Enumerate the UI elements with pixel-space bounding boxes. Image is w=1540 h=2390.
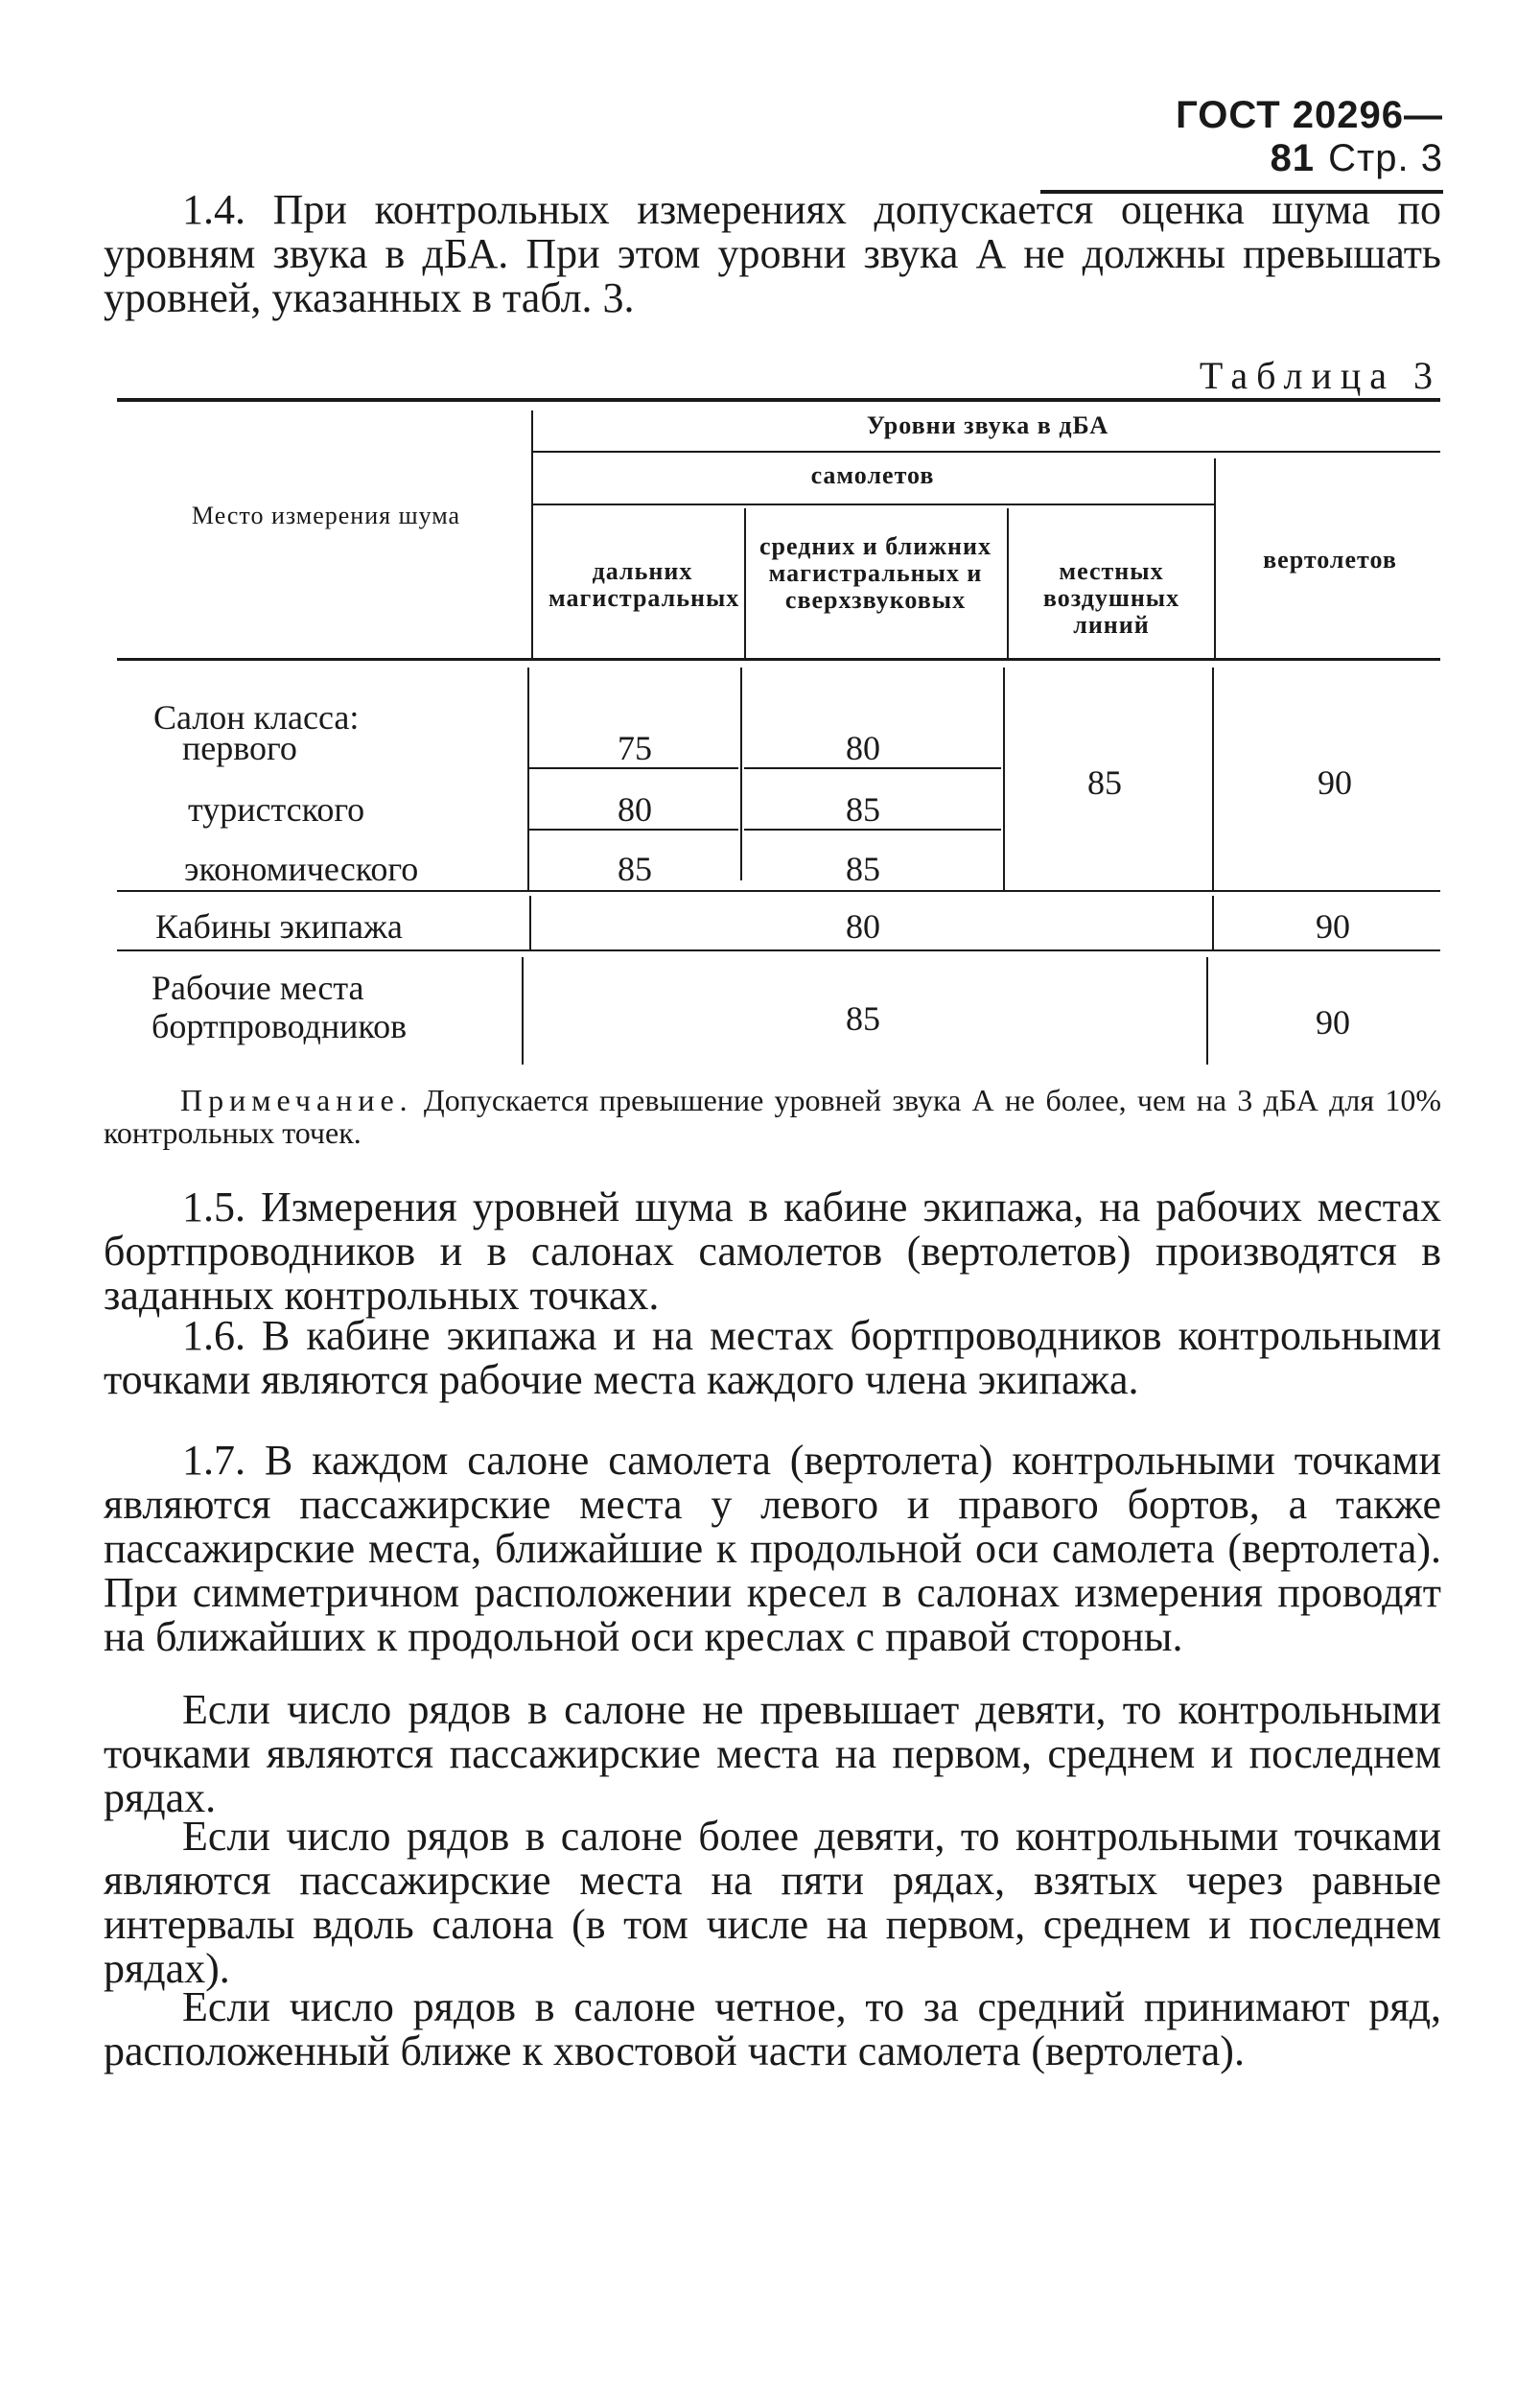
- header-mid-short: средних и ближних магистральных и сверхзвуковых: [758, 532, 992, 614]
- label-first-class: первого: [182, 729, 297, 767]
- value-crew-planes: 80: [846, 907, 880, 946]
- page-number: Стр. 3: [1328, 137, 1443, 179]
- value-economy-long: 85: [618, 850, 652, 888]
- vline-place-attendants: [522, 957, 524, 1065]
- vline-place-header: [531, 410, 533, 658]
- value-salon-local: 85: [1087, 763, 1122, 802]
- vline-mid-header: [1007, 508, 1009, 658]
- value-salon-helicopters: 90: [1318, 763, 1352, 802]
- vline-local-salon: [1212, 668, 1214, 890]
- value-tourist-mid: 85: [846, 790, 880, 829]
- paragraph-rows-even: Если число рядов в салоне четное, то за средний принимают ряд, расположенный ближе к хвостовой части самолета (вертолета).: [104, 1983, 1441, 2074]
- header-local: местных воздушных линий: [1042, 557, 1180, 639]
- label-crew-cabin: Кабины экипажа: [155, 907, 403, 946]
- vline-long-salon: [740, 668, 742, 880]
- table-note: [104, 1084, 1441, 1149]
- paragraph-1-5: 1.5. Измерения уровней шума в кабине экипажа, на рабочих местах бортпроводников и в салонах самолетов (вертолетов) производятся в заданных контрольных точках.: [104, 1183, 1441, 1319]
- header-helicopters: вертолетов: [1263, 546, 1397, 574]
- page-header: [1040, 94, 1443, 194]
- value-first-mid: 80: [846, 729, 880, 767]
- vline-place-crew: [529, 896, 531, 949]
- header-levels: Уровни звука в дБА: [866, 411, 1109, 439]
- rule-row1-mid: [744, 767, 1001, 769]
- value-economy-mid: 85: [846, 850, 880, 888]
- vline-planes-attendants: [1206, 957, 1208, 1065]
- value-attendants-helicopters: 90: [1316, 1003, 1350, 1042]
- paragraph-rows-nine: Если число рядов в салоне не превышает девяти, то контрольными точками являются пассажирские места на первом, среднем и последнем рядах.: [104, 1686, 1441, 1821]
- table-top-rule: [117, 398, 1440, 402]
- value-tourist-long: 80: [618, 790, 652, 829]
- rule-under-header: [117, 658, 1440, 661]
- label-economy-class: экономического: [184, 850, 419, 888]
- vline-planes-crew: [1212, 896, 1214, 949]
- header-planes: самолетов: [810, 461, 935, 489]
- value-attendants-planes: 85: [846, 999, 880, 1038]
- rule-under-planes: [533, 504, 1216, 505]
- rule-under-levels: [533, 451, 1440, 453]
- standard-number: ГОСТ 20296—81: [1176, 94, 1443, 179]
- note-prefix: Примечание.: [180, 1083, 413, 1117]
- note-text: Допускается превышение уровней звука А не более, чем на 3 дБА для 10% контрольных точек.: [104, 1083, 1441, 1150]
- header-place: Место измерения шума: [191, 502, 461, 529]
- paragraph-1-6: 1.6. В кабине экипажа и на местах бортпроводников контрольными точками являются рабочие места каждого члена экипажа.: [104, 1312, 1441, 1403]
- vline-long-header: [744, 508, 746, 658]
- label-salon-class: Салон класса:: [153, 698, 360, 737]
- rule-under-crew: [117, 949, 1440, 951]
- value-crew-helicopters: 90: [1316, 907, 1350, 946]
- label-attendants: Рабочие места бортпроводников: [152, 969, 408, 1045]
- table-caption: Таблица 3: [1199, 354, 1441, 397]
- vline-place-salon: [527, 668, 529, 890]
- vline-local-header: [1214, 458, 1216, 658]
- rule-row2-long: [529, 829, 738, 831]
- rule-row1-long: [529, 767, 738, 769]
- rule-under-salon: [117, 890, 1440, 892]
- paragraph-1-4: 1.4. При контрольных измерениях допускается оценка шума по уровням звука в дБА. При этом уровни звука А не должны превышать уровней, указанных в табл. 3.: [104, 186, 1441, 321]
- vline-mid-salon: [1003, 668, 1005, 890]
- value-first-long: 75: [618, 729, 652, 767]
- rule-row2-mid: [744, 829, 1001, 831]
- label-tourist-class: туристского: [188, 790, 365, 829]
- paragraph-1-7: 1.7. В каждом салоне самолета (вертолета) контрольными точками являются пассажирские места у левого и правого бортов, а также пассажирские места, ближайшие к продольной оси самолета (вертолета). При симметричном расположении кресел в салонах измерения проводят на ближайших к продольной оси креслах с правой стороны.: [104, 1437, 1441, 1660]
- header-long-haul: дальних магистральных: [548, 557, 740, 612]
- paragraph-rows-more: Если число рядов в салоне более девяти, то контрольными точками являются пассажирские места на пяти рядах, взятых через равные интервалы вдоль салона (в том числе на первом, среднем и последнем рядах).: [104, 1813, 1441, 1992]
